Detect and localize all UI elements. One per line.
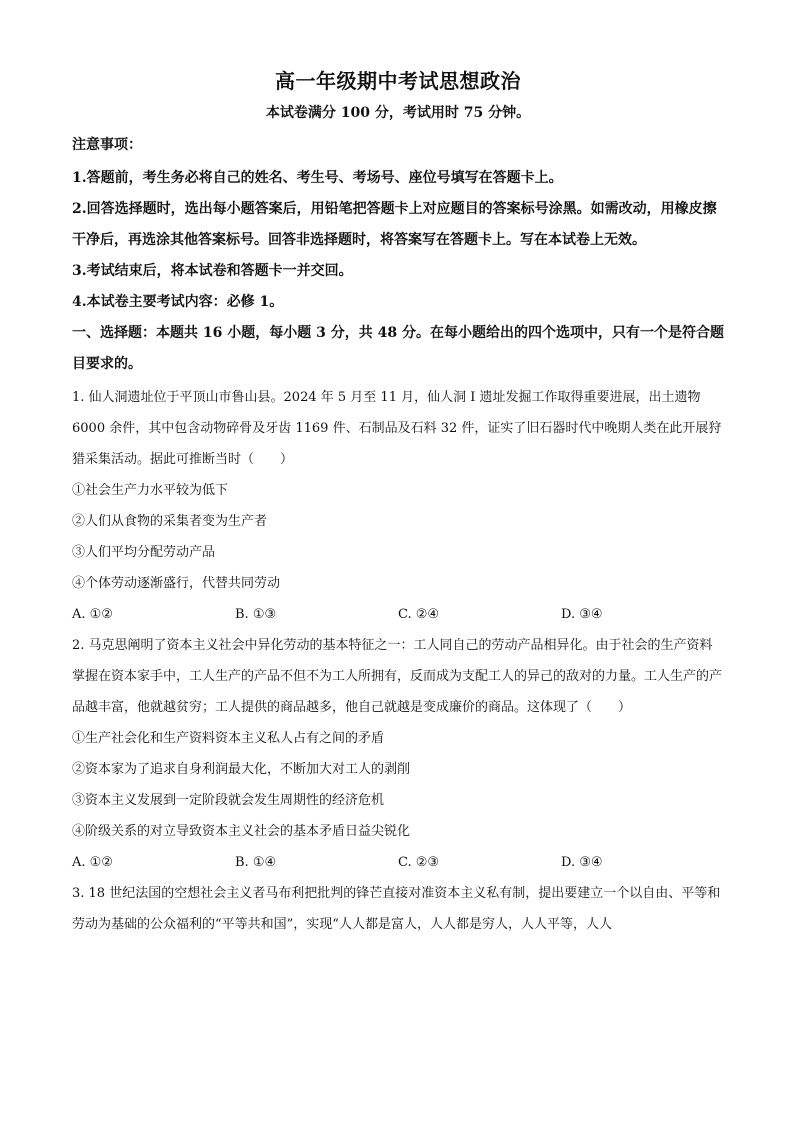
question-option: ②人们从食物的采集者变为生产者: [72, 514, 268, 529]
question-option: ①社会生产力水平较为低下: [72, 483, 229, 498]
question-option: ④阶级关系的对立导致资本主义社会的基本矛盾日益尖锐化: [72, 824, 411, 839]
question-3: [72, 878, 724, 940]
question-option: ②资本家为了追求自身利润最大化，不断加大对工人的剥削: [72, 762, 411, 777]
exam-page: [72, 66, 724, 940]
answer-choice-c: C. ②④: [398, 607, 440, 622]
answer-choice-d: D. ③④: [561, 855, 603, 870]
question-stem: 2. 马克思阐明了资本主义社会中异化劳动的基本特征之一：工人同自己的劳动产品相异化。由于社会的生产资料掌握在资本家手中，工人生产的产品不但不为工人所拥有，反而成为支配工人的异己的敌对的力量。工人生产的产品越丰富，他就越贫穷；工人提供的商品越多，他自己就越是变成廉价的商品。这体现了（ ）: [72, 638, 723, 715]
answer-choice-d: D. ③④: [561, 607, 603, 622]
question-1: [72, 382, 724, 630]
answer-choice-c: C. ②③: [398, 855, 440, 870]
question-option: ④个体劳动逐渐盛行，代替共同劳动: [72, 576, 281, 591]
exam-title: 高一年级期中考试思想政治: [275, 69, 521, 93]
question-option: ③资本主义发展到一定阶段就会发生周期性的经济危机: [72, 793, 385, 808]
question-stem: 1. 仙人洞遗址位于平顶山市鲁山县。2024 年 5 月至 11 月，仙人洞 I 遗址发掘工作取得重要进展，出土遗物 6000 余件，其中包含动物碎骨及牙齿 1169 件、石制品及石料 32 件，证实了旧石器时代中晚期人类在此开展狩猎采集活动。据此可推断当时（ ）: [72, 390, 722, 467]
notice-item: 2.回答选择题时，选出每小题答案后，用铅笔把答题卡上对应题目的答案标号涂黑。如需改动，用橡皮擦干净后，再选涂其他答案标号。回答非选择题时，将答案写在答题卡上。写在本试卷上无效。: [72, 201, 717, 248]
notice-heading: 注意事项：: [72, 137, 142, 153]
answer-choice-b: B. ①④: [235, 855, 277, 870]
exam-subtitle: 本试卷满分 100 分，考试用时 75 分钟。: [265, 105, 531, 121]
question-option: ③人们平均分配劳动产品: [72, 545, 216, 560]
question-stem: 3. 18 世纪法国的空想社会主义者马布利把批判的锋芒直接对准资本主义私有制，提出要建立一个以自由、平等和劳动为基础的公众福利的“平等共和国”，实现“人人都是富人，人人都是穷人，人人平等，人人: [72, 886, 721, 932]
notice-item: 3.考试结束后，将本试卷和答题卡一并交回。: [72, 263, 353, 279]
answer-choice-a: A. ①②: [72, 855, 113, 870]
answer-choice-a: A. ①②: [72, 607, 113, 622]
notice-item: 4.本试卷主要考试内容：必修 1。: [72, 294, 284, 310]
question-2: [72, 630, 724, 878]
answer-choices: [72, 599, 724, 630]
notice-item: 1.答题前，考生务必将自己的姓名、考生号、考场号、座位号填写在答题卡上。: [72, 170, 563, 186]
section-heading: 一、选择题：本题共 16 小题，每小题 3 分，共 48 分。在每小题给出的四个选项中，只有一个是符合题目要求的。: [72, 325, 724, 372]
answer-choice-b: B. ①③: [235, 607, 277, 622]
answer-choices: [72, 847, 724, 878]
question-option: ①生产社会化和生产资料资本主义私人占有之间的矛盾: [72, 731, 385, 746]
